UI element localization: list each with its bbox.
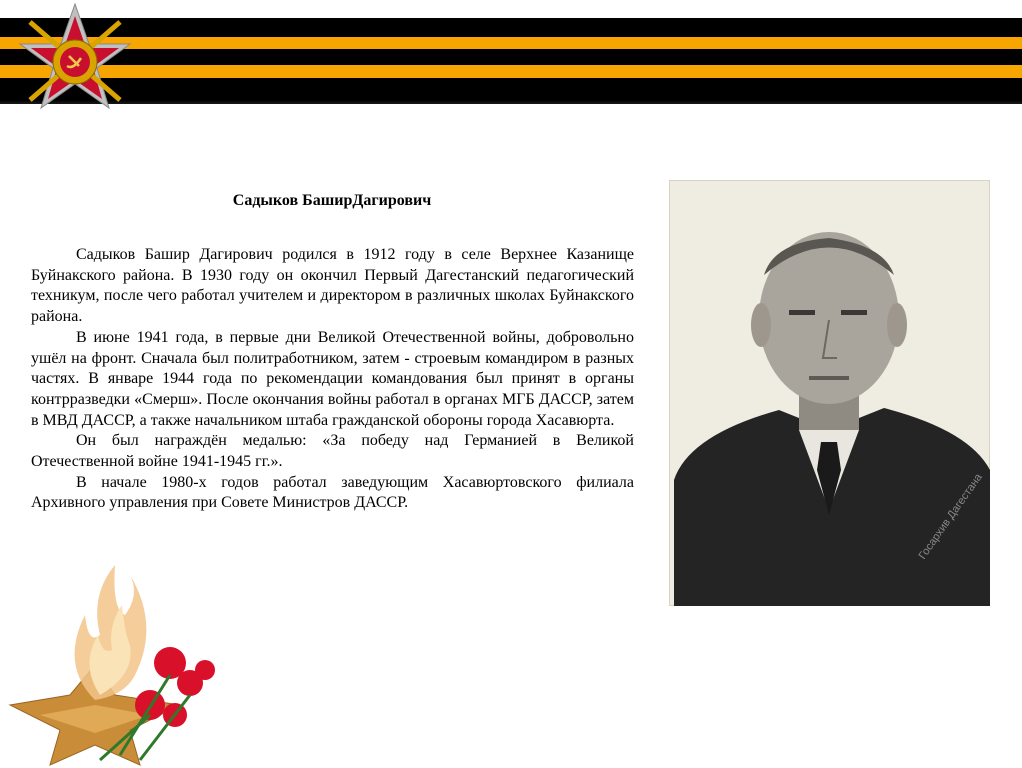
article-body [31, 245, 634, 514]
st-george-ribbon-banner [0, 0, 1022, 150]
photo-watermark: Госархив Дагестана [916, 471, 985, 562]
eternal-flame-with-carnations-icon [0, 555, 230, 768]
paragraph: Садыков Башир Дагирович родился в 1912 году в селе Верхнее Казанище Буйнакского района. В 1930 году он окончил Первый Дагестанский педагогический техникум, после чего работал учителем и директором в различных школах Буйнакского района. [31, 246, 634, 326]
paragraph: В июне 1941 года, в первые дни Великой Отечественной войны, добровольно ушёл на фронт. Сначала был политработником, затем - строевым командиром в разных частях. В январе 1944 года по рекомендации командования был принят в органы контрразведки «Смерш». После окончания войны работал в органах МГБ ДАССР, затем в МВД ДАССР, а также начальником штаба гражданской обороны города Хасавюрта. [31, 328, 634, 429]
paragraph: Он был награждён медалью: «За победу над Германией в Великой Отечественной войне 1941-1945 гг.». [31, 432, 634, 471]
article-title: Садыков БаширДагирович [232, 192, 432, 209]
portrait-photo [669, 180, 990, 606]
paragraph: В начале 1980-х годов работал заведующим Хасавюртовского филиала Архивного управления при Совете Министров ДАССР. [31, 473, 634, 512]
